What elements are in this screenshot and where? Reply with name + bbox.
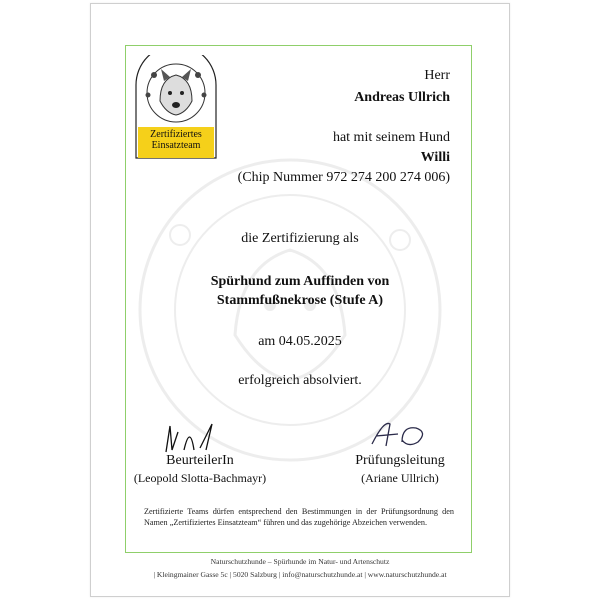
exam-lead-name: (Ariane Ullrich) xyxy=(361,471,439,485)
left-signature-icon xyxy=(160,420,240,456)
dog-intro: hat mit seinem Hund xyxy=(332,130,450,145)
recipient-name: Andreas Ullrich xyxy=(354,90,450,105)
certification-title-line-1: Spürhund zum Auffinden von xyxy=(210,274,390,289)
logo-badge-text xyxy=(134,129,218,151)
certification-note: Zertifizierte Teams dürfen entsprechend den Bestimmungen in der Prüfungsordnung den Namen „Zertifiziertes Einsatzteam“ führen und das zugehörige Abzeichen verwenden. xyxy=(144,507,454,527)
salutation: Herr xyxy=(424,68,450,83)
footer-line-2: | Kleingmainer Gasse 5c | 5020 Salzburg | info@naturschutzhunde.at | www.naturschutzhunde.at xyxy=(153,570,447,579)
certification-title-line-2: Stammfußnekrose (Stufe A) xyxy=(216,293,384,308)
chip-number: (Chip Nummer 972 274 200 274 006) xyxy=(237,170,450,185)
certification-closing: erfolgreich absolviert. xyxy=(238,373,362,388)
badge-line-1: Zertifiziertes xyxy=(150,129,202,140)
badge-line-2: Einsatzteam xyxy=(151,140,201,151)
evaluator-name: (Leopold Slotta-Bachmayr) xyxy=(133,471,267,485)
certification-date: am 04.05.2025 xyxy=(258,334,342,349)
dog-name: Willi xyxy=(420,150,450,165)
footer-line-1: Naturschutzhunde – Spürhunde im Natur- und Artenschutz xyxy=(210,557,390,566)
exam-lead-role: Prüfungsleitung xyxy=(355,453,445,468)
evaluator-role: BeurteilerIn xyxy=(166,453,234,468)
certification-intro: die Zertifizierung als xyxy=(241,231,359,246)
right-signature-icon xyxy=(368,418,438,450)
